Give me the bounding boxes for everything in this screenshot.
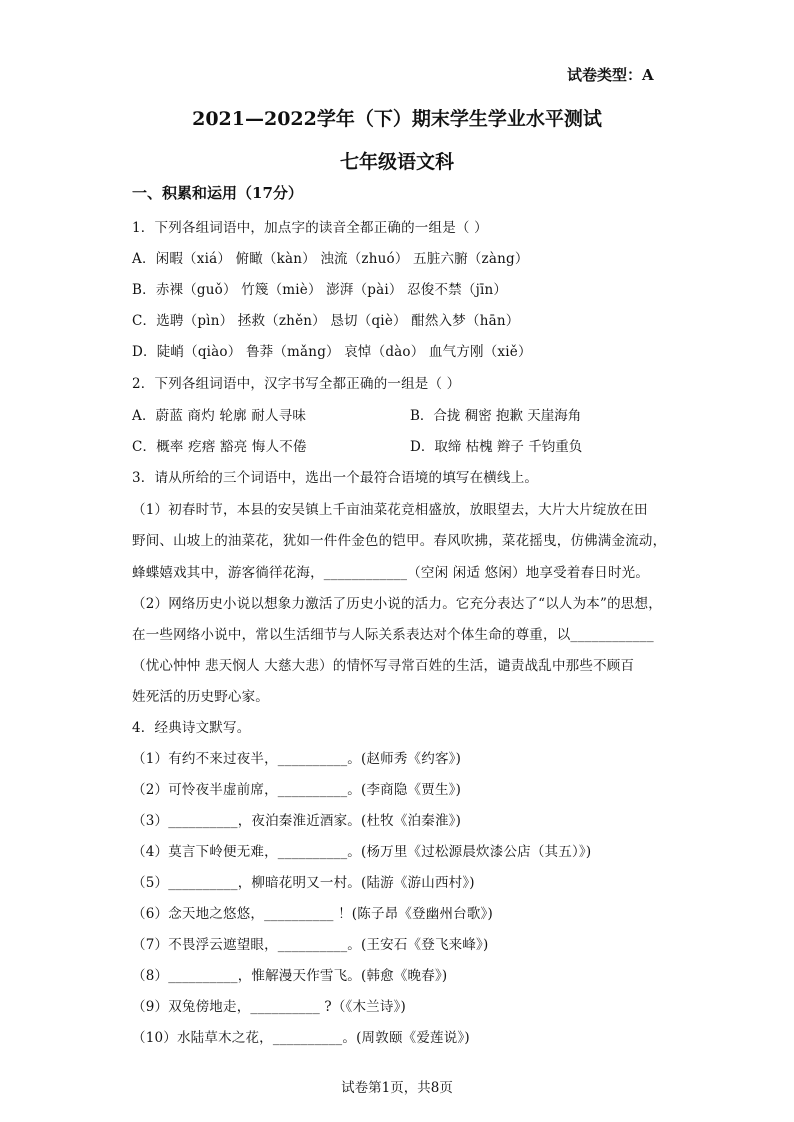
page-footer: 试卷第1页，共8页: [341, 1080, 453, 1096]
question-3-part2-line: 姓死活的历史野心家。: [132, 689, 269, 705]
paper-type-label: 试卷类型：A: [567, 66, 654, 84]
question-1-option-d: D．陡峭（qiào） 鲁莽（mǎng） 哀悼（dào） 血气方刚（xiě）: [132, 344, 532, 360]
question-3-part1-line: （1）初春时节，本县的安吴镇上千亩油菜花竞相盛放，放眼望去，大片大片绽放在田: [132, 502, 648, 518]
recitation-item: （5）__________，柳暗花明又一村。(陆游《游山西村》): [132, 875, 475, 891]
question-4-stem: 4．经典诗文默写。: [132, 720, 251, 736]
question-2-option-a: A．蔚蓝 商灼 轮廓 耐人寻味: [132, 408, 307, 424]
question-3-stem: 3．请从所给的三个词语中，选出一个最符合语境的填写在横线上。: [132, 470, 539, 486]
question-3-part1-line: 野间、山坡上的油菜花，犹如一件件金色的铠甲。春风吹拂，菜花摇曳，仿佛满金流动，: [132, 533, 667, 549]
recitation-item: （9）双兔傍地走，__________ ?（《木兰诗》): [132, 999, 406, 1015]
question-3-part1-line: 蜂蝶嬉戏其中，游客徜徉花海，____________（空闲 闲适 悠闲）地享受着春日时光。: [132, 565, 650, 581]
recitation-item: （6）念天地之悠悠，__________ ！(陈子昂《登幽州台歌》): [132, 906, 493, 922]
question-3-part2-line: 在一些网络小说中，常以生活细节与人际关系表达对个体生命的尊重，以____________: [132, 627, 654, 643]
section-heading: 一、积累和运用（17分）: [132, 184, 303, 202]
exam-title: 2021—2022学年（下）期末学生学业水平测试: [192, 108, 602, 130]
question-1-option-b: B．赤裸（guǒ） 竹篾（miè） 澎湃（pài） 忍俊不禁（jīn）: [132, 282, 508, 298]
question-2-option-d: D．取缔 枯槐 辫子 千钧重负: [410, 439, 583, 455]
recitation-item: （4）莫言下岭便无难，__________。(杨万里《过松源晨炊漆公店（其五）》): [132, 844, 592, 860]
recitation-item: （3）__________，夜泊秦淮近酒家。(杜牧《泊秦淮》): [132, 813, 462, 829]
question-2-stem: 2．下列各组词语中，汉字书写全都正确的一组是（ ）: [132, 376, 461, 392]
recitation-item: （8）__________，惟解漫天作雪飞。(韩愈《晚春》): [132, 968, 448, 984]
question-3-part2-line: （忧心忡忡 悲天悯人 大慈大悲）的情怀写寻常百姓的生活，谴责战乱中那些不顾百: [132, 658, 635, 674]
question-1-option-c: C．选聘（pìn） 拯救（zhěn） 恳切（qiè） 酣然入梦（hān）: [132, 313, 520, 329]
question-2-option-b: B．合拢 稠密 抱歉 天崖海角: [410, 408, 582, 424]
question-2-option-c: C．概率 疙瘩 豁亮 悔人不倦: [132, 439, 307, 455]
recitation-item: （2）可怜夜半虚前席，__________。(李商隐《贾生》): [132, 782, 462, 798]
recitation-item: （1）有约不来过夜半，__________。(赵师秀《约客》): [132, 751, 462, 767]
subject-title: 七年级语文科: [339, 151, 454, 173]
question-3-part2-line: （2）网络历史小说以想象力激活了历史小说的活力。它充分表达了“以人为本”的思想，: [132, 596, 662, 612]
question-1-stem: 1．下列各组词语中，加点字的读音全都正确的一组是（ ）: [132, 220, 488, 236]
recitation-item: （7）不畏浮云遮望眼，__________。(王安石《登飞来峰》): [132, 937, 489, 953]
recitation-item: （10）水陆草木之花，__________。(周敦颐《爱莲说》): [132, 1030, 470, 1046]
question-1-option-a: A．闲暇（xiá） 俯瞰（kàn） 浊流（zhuó） 五脏六腑（zàng）: [132, 251, 529, 267]
